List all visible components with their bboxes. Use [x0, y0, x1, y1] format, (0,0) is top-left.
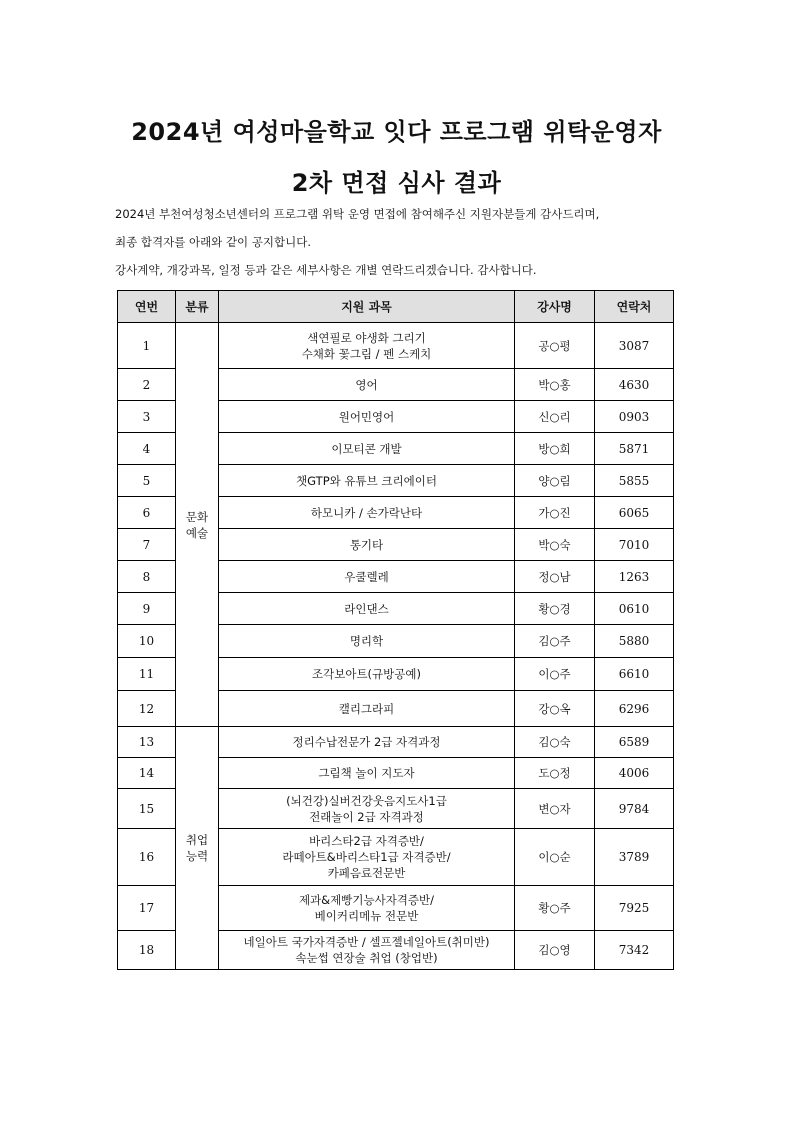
contact-number: 5871	[595, 433, 674, 465]
subject-cell	[219, 465, 515, 497]
row-number: 18	[118, 931, 176, 970]
contact-number: 6296	[595, 691, 674, 727]
document-title: 2024년 여성마을학교 잇다 프로그램 위탁운영자	[131, 118, 662, 146]
header-subject: 지원 과목	[219, 291, 515, 323]
header-no: 연번	[118, 291, 176, 323]
instructor-name: 공○평	[515, 323, 595, 369]
instructor-name: 이○주	[515, 658, 595, 691]
category-label: 능력	[185, 849, 209, 863]
instructor-name: 김○주	[515, 625, 595, 658]
document-subtitle: 2차 면접 심사 결과	[291, 169, 502, 197]
row-number: 10	[118, 625, 176, 658]
subject-line: 라떼아트&바리스타1급 자격증반/	[282, 850, 451, 864]
contact-number: 6610	[595, 658, 674, 691]
subject-cell	[219, 529, 515, 561]
subject-cell	[219, 931, 515, 970]
subject-line: 수채화 꽃그림 / 펜 스케치	[301, 346, 432, 361]
instructor-name: 변○자	[515, 789, 595, 829]
instructor-name: 김○숙	[515, 727, 595, 758]
contact-number: 6589	[595, 727, 674, 758]
row-number: 9	[118, 593, 176, 625]
contact-number: 7010	[595, 529, 674, 561]
row-number: 3	[118, 401, 176, 433]
table-row	[118, 727, 674, 758]
row-number: 8	[118, 561, 176, 593]
subject-line: 이모티콘 개발	[331, 441, 402, 456]
instructor-name: 황○경	[515, 593, 595, 625]
table-header-row	[118, 291, 674, 323]
subject-cell	[219, 561, 515, 593]
subject-cell	[219, 497, 515, 529]
contact-number: 7342	[595, 931, 674, 970]
contact-number: 0903	[595, 401, 674, 433]
header-instructor: 강사명	[515, 291, 595, 323]
subject-line: 하모니카 / 손가락난타	[310, 505, 423, 520]
instructor-name: 방○희	[515, 433, 595, 465]
subject-cell	[219, 625, 515, 658]
instructor-name: 도○정	[515, 758, 595, 789]
row-number: 7	[118, 529, 176, 561]
subject-cell	[219, 658, 515, 691]
row-number: 11	[118, 658, 176, 691]
contact-number: 9784	[595, 789, 674, 829]
subject-cell	[219, 758, 515, 789]
subject-cell	[219, 323, 515, 369]
subject-line: 정리수납전문가 2급 자격과정	[292, 735, 441, 749]
subject-line: 원어민영어	[338, 409, 395, 424]
row-number: 5	[118, 465, 176, 497]
subject-line: 그림책 놀이 지도자	[318, 766, 415, 780]
category-label: 문화	[185, 509, 209, 524]
instructor-name: 김○영	[515, 931, 595, 970]
subject-line: 네일아트 국가자격증반 / 셀프젤네일아트(취미반)	[243, 935, 490, 949]
row-number: 17	[118, 886, 176, 931]
contact-number: 0610	[595, 593, 674, 625]
instructor-name: 가○진	[515, 497, 595, 529]
instructor-name: 강○옥	[515, 691, 595, 727]
row-number: 15	[118, 789, 176, 829]
subject-line: 베이커리메뉴 전문반	[314, 909, 419, 923]
row-number: 1	[118, 323, 176, 369]
contact-number: 3789	[595, 829, 674, 886]
instructor-name: 양○림	[515, 465, 595, 497]
row-number: 13	[118, 727, 176, 758]
category-label: 취업	[185, 833, 209, 847]
subject-line: 조각보아트(규방공예)	[312, 667, 421, 681]
subject-cell	[219, 789, 515, 829]
intro-line-2: 최종 합격자를 아래와 같이 공지합니다.	[115, 235, 312, 249]
row-number: 16	[118, 829, 176, 886]
instructor-name: 박○숙	[515, 529, 595, 561]
row-number: 6	[118, 497, 176, 529]
row-number: 12	[118, 691, 176, 727]
subject-line: 색연필로 야생화 그리기	[307, 330, 426, 345]
header-contact: 연락처	[595, 291, 674, 323]
subject-line: 바리스타2급 자격증반/	[309, 834, 424, 848]
category-label: 예술	[185, 525, 209, 540]
instructor-name: 박○홍	[515, 369, 595, 401]
subject-line: 영어	[355, 377, 378, 392]
subject-cell	[219, 727, 515, 758]
instructor-name: 이○순	[515, 829, 595, 886]
contact-number: 5855	[595, 465, 674, 497]
subject-line: 명리학	[349, 634, 384, 648]
instructor-name: 신○리	[515, 401, 595, 433]
subject-line: 우쿨렐레	[344, 569, 389, 584]
subject-line: 캘리그라피	[338, 701, 395, 716]
subject-line: 통기타	[349, 537, 384, 552]
contact-number: 6065	[595, 497, 674, 529]
category-cell-culture	[176, 323, 219, 727]
subject-line: 라인댄스	[344, 601, 389, 616]
subject-line: 전래놀이 2급 자격과정	[309, 809, 424, 824]
row-number: 2	[118, 369, 176, 401]
subject-cell	[219, 886, 515, 931]
subject-line: 카페음료전문반	[327, 866, 406, 880]
contact-number: 5880	[595, 625, 674, 658]
subject-line: 속눈썹 연장술 취업 (창업반)	[295, 951, 438, 965]
subject-line: 챗GTP와 유튜브 크리에이터	[296, 473, 437, 488]
subject-cell	[219, 829, 515, 886]
instructor-name: 정○남	[515, 561, 595, 593]
contact-number: 4006	[595, 758, 674, 789]
table-row	[118, 323, 674, 369]
intro-line-3: 강사계약, 개강과목, 일정 등과 같은 세부사항은 개별 연락드리겠습니다. 감사합니다.	[115, 263, 537, 277]
row-number: 4	[118, 433, 176, 465]
contact-number: 1263	[595, 561, 674, 593]
contact-number: 7925	[595, 886, 674, 931]
row-number: 14	[118, 758, 176, 789]
subject-cell	[219, 691, 515, 727]
subject-cell	[219, 401, 515, 433]
subject-cell	[219, 593, 515, 625]
intro-line-1: 2024년 부천여성청소년센터의 프로그램 위탁 운영 면접에 참여해주신 지원자분들게 감사드리며,	[115, 207, 600, 221]
results-table	[117, 290, 674, 970]
contact-number: 4630	[595, 369, 674, 401]
category-cell-job	[176, 727, 219, 970]
subject-cell	[219, 433, 515, 465]
subject-line: 제과&제빵기능사자격증반/	[298, 893, 435, 907]
subject-cell	[219, 369, 515, 401]
contact-number: 3087	[595, 323, 674, 369]
instructor-name: 황○주	[515, 886, 595, 931]
header-category: 분류	[176, 291, 219, 323]
subject-line: (뇌건강)실버건강웃음지도사1급	[286, 793, 447, 808]
